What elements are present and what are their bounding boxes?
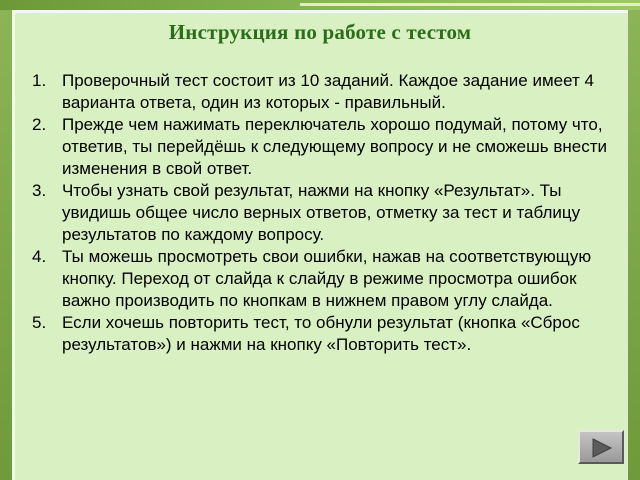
instruction-item-2 bbox=[32, 114, 612, 180]
item-text: Прежде чем нажимать переключатель хорошо подумай, потому что, ответив, ты перейдёшь к следующему вопросу и не сможешь внести изменения в свой ответ. bbox=[62, 115, 607, 178]
slide-title: Инструкция по работе с тестом bbox=[168, 20, 472, 44]
item-number: 4. bbox=[32, 247, 47, 266]
item-number: 2. bbox=[32, 115, 47, 134]
item-text: Чтобы узнать свой результат, нажми на кнопку «Результат». Ты увидишь общее число верных ответов, отметку за тест и таблицу результатов по каждому вопросу. bbox=[62, 181, 581, 244]
item-number: 1. bbox=[32, 71, 47, 90]
instruction-list bbox=[32, 70, 612, 356]
item-text: Если хочешь повторить тест, то обнули результат (кнопка «Сброс результатов») и нажми на кнопку «Повторить тест». bbox=[62, 313, 580, 354]
play-arrow-icon bbox=[591, 438, 613, 458]
item-number: 5. bbox=[32, 313, 47, 332]
next-slide-button[interactable] bbox=[578, 430, 624, 464]
instruction-item-1 bbox=[32, 70, 612, 114]
item-text: Ты можешь просмотреть свои ошибки, нажав на соответствующую кнопку. Переход от слайда к слайду в режиме просмотра ошибок важно производить по кнопкам в нижнем правом углу слайда. bbox=[62, 247, 592, 310]
instruction-item-4 bbox=[32, 246, 612, 312]
item-text: Проверочный тест состоит из 10 заданий. Каждое задание имеет 4 варианта ответа, один из которых - правильный. bbox=[62, 71, 594, 112]
top-decor-stripe bbox=[300, 3, 640, 6]
instruction-item-5 bbox=[32, 312, 612, 356]
instruction-item-3 bbox=[32, 180, 612, 246]
item-number: 3. bbox=[32, 181, 47, 200]
